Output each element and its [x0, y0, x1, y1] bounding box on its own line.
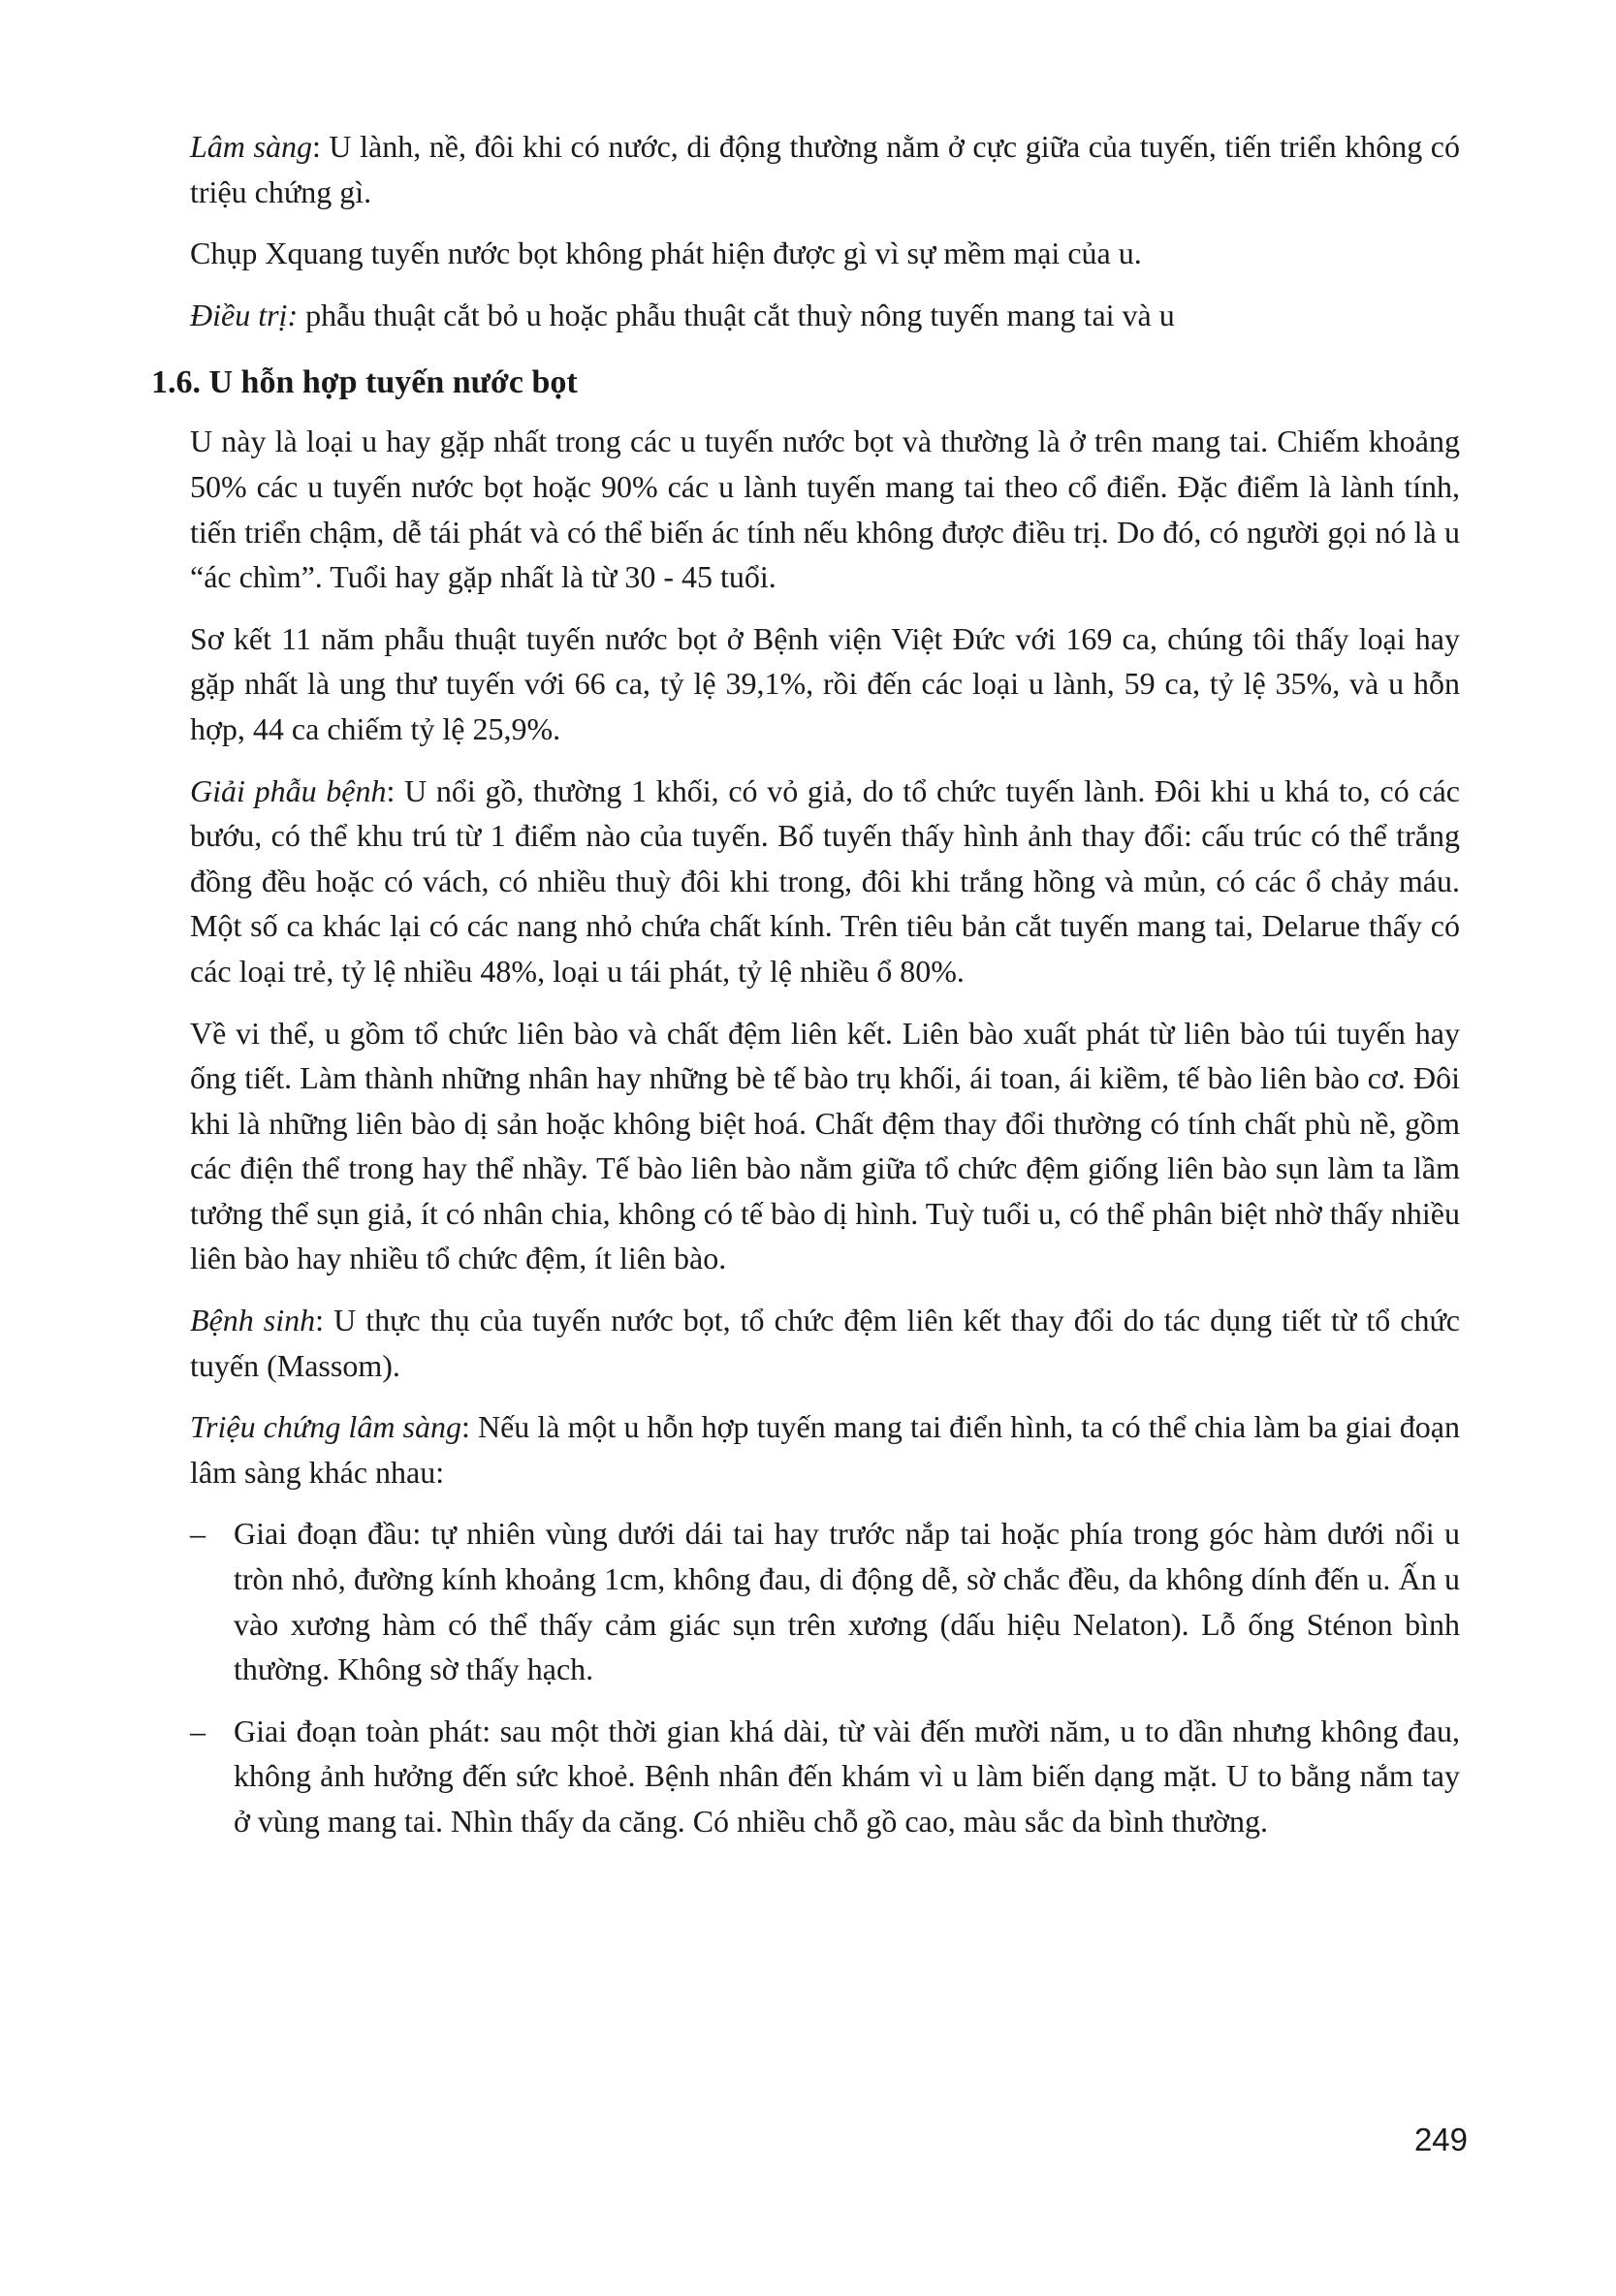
dieu-tri-label: Điều trị: — [190, 297, 299, 332]
bullet-item — [190, 1709, 1460, 1844]
paragraph-intro: U này là loại u hay gặp nhất trong các u tuyến nước bọt và thường là ở trên mang tai. Chiếm khoảng 50% các u tuyến nước bọt hoặc 90% các u lành tuyến mang tai theo cổ điển. Đặc điểm là lành tính, tiến triển chậm, dễ tái phát và có thể biến ác tính nếu không được điều trị. Do đó, có người gọi nó là u “ác chìm”. Tuổi hay gặp nhất là từ 30 - 45 tuổi. — [190, 424, 1460, 595]
paragraph-lam-sang — [190, 124, 1460, 214]
paragraph-benh-sinh — [190, 1298, 1460, 1388]
bullet-item — [190, 1511, 1460, 1691]
paragraph-vi-the: Về vi thể, u gồm tổ chức liên bào và chất đệm liên kết. Liên bào xuất phát từ liên bào túi tuyến hay ống tiết. Làm thành những nhân hay những bè tế bào trụ khối, ái toan, ái kiềm, tế bào liên bào cơ. Đôi khi là những liên bào dị sản hoặc không biệt hoá. Chất đệm thay đổi thường có tính chất phù nề, gồm các điện thể trong hay thể nhầy. Tế bào liên bào nằm giữa tổ chức đệm giống liên bào sụn làm ta lầm tưởng thể sụn giả, ít có nhân chia, không có tế bào dị hình. Tuỳ tuổi u, có thể phân biệt nhờ thấy nhiều liên bào hay nhiều tổ chức đệm, ít liên bào. — [190, 1015, 1460, 1276]
paragraph-giai-phau-benh — [190, 769, 1460, 994]
page-number: 249 — [1413, 2122, 1468, 2157]
dash-marker: – — [190, 1713, 206, 1748]
paragraph-dieu-tri — [190, 293, 1460, 338]
text-column — [151, 124, 1461, 1844]
trieu-chung-label: Triệu chứng lâm sàng — [190, 1409, 461, 1445]
lam-sang-label: Lâm sàng — [190, 129, 312, 164]
benh-sinh-text: : U thực thụ của tuyến nước bọt, tổ chức đệm liên kết thay đổi do tác dụng tiết từ tổ chức tuyến (Massom). — [190, 1303, 1461, 1383]
dieu-tri-text: phẫu thuật cắt bỏ u hoặc phẫu thuật cắt thuỳ nông tuyến mang tai và u — [298, 297, 1175, 332]
dash-marker: – — [190, 1516, 206, 1552]
lam-sang-text: : U lành, nề, đôi khi có nước, di động thường nằm ở cực giữa của tuyến, tiến triển không có triệu chứng gì. — [190, 129, 1461, 209]
giai-phau-benh-text: : U nổi gồ, thường 1 khối, có vỏ giả, do tổ chức tuyến lành. Đôi khi u khá to, có các bướu, có thể khu trú từ 1 điểm nào của tuyến. Bổ tuyến thấy hình ảnh thay đổi: cấu trúc có thể trắng đồng đều hoặc có vách, có nhiều thuỳ đôi khi trong, đôi khi trắng hồng và mủn, có các ổ chảy máu. Một số ca khác lại có các nang nhỏ chứa chất kính. Trên tiêu bản cắt tuyến mang tai, Delarue thấy có các loại trẻ, tỷ lệ nhiều 48%, loại u tái phát, tỷ lệ nhiều ổ 80%. — [190, 772, 1461, 989]
paragraph-trieu-chung — [190, 1404, 1460, 1494]
trieu-chung-text: : Nếu là một u hỗn hợp tuyến mang tai điển hình, ta có thể chia làm ba giai đoạn lâm sàng khác nhau: — [190, 1409, 1461, 1490]
section-heading: 1.6. U hỗn hợp tuyến nước bọt — [151, 364, 578, 401]
benh-sinh-label: Bệnh sinh — [190, 1303, 316, 1338]
giai-phau-benh-label: Giải phẫu bệnh — [190, 772, 387, 808]
paragraph-xquang: Chụp Xquang tuyến nước bọt không phát hiện được gì vì sự mềm mại của u. — [190, 236, 1142, 271]
bullet-text: Giai đoạn toàn phát: sau một thời gian khá dài, từ vài đến mười năm, u to dần nhưng không đau, không ảnh hưởng đến sức khoẻ. Bệnh nhân đến khám vì u làm biến dạng mặt. U to bằng nắm tay ở vùng mang tai. Nhìn thấy da căng. Có nhiều chỗ gồ cao, màu sắc da bình thường. — [234, 1713, 1460, 1839]
bullet-text: Giai đoạn đầu: tự nhiên vùng dưới dái tai hay trước nắp tai hoặc phía trong góc hàm dưới nổi u tròn nhỏ, đường kính khoảng 1cm, không đau, di động dễ, sờ chắc đều, da không dính đến u. Ấn u vào xương hàm có thể thấy cảm giác sụn trên xương (dấu hiệu Nelaton). Lỗ ống Sténon bình thường. Không sờ thấy hạch. — [234, 1516, 1460, 1687]
paragraph-statistics: Sơ kết 11 năm phẫu thuật tuyến nước bọt ở Bệnh viện Việt Đức với 169 ca, chúng tôi thấy loại hay gặp nhất là ung thư tuyến với 66 ca, tỷ lệ 39,1%, rồi đến các loại u lành, 59 ca, tỷ lệ 35%, và u hỗn hợp, 44 ca chiếm tỷ lệ 25,9%. — [190, 620, 1460, 746]
